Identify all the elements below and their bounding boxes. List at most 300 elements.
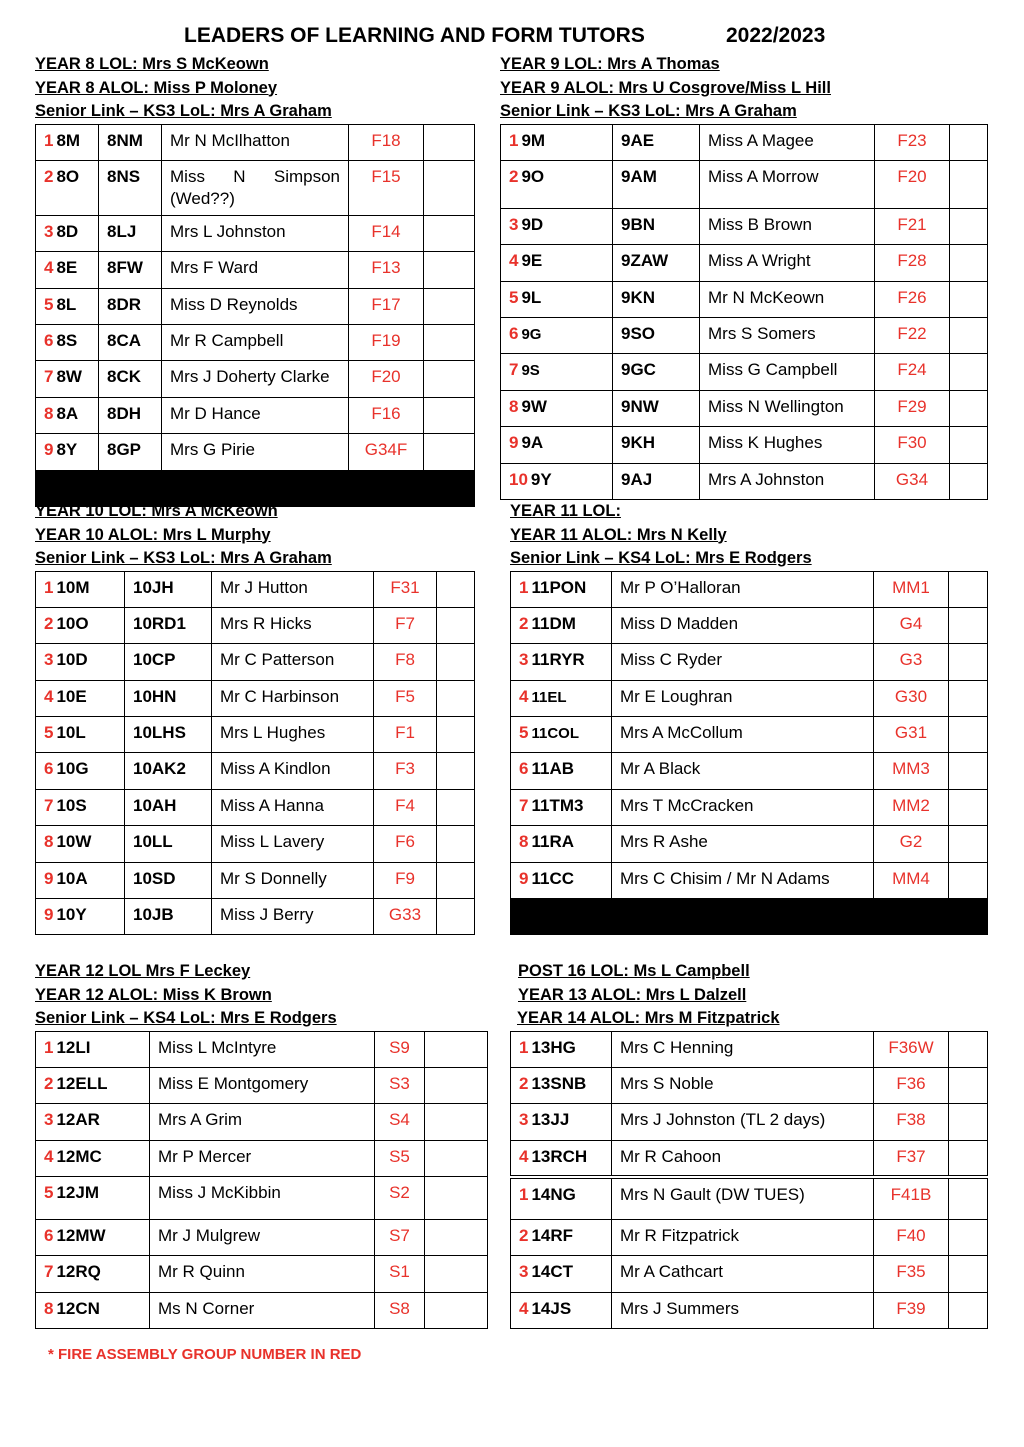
tutor-name: Mr D Hance: [162, 397, 349, 433]
blank-cell: [437, 753, 475, 789]
form-group: 13JJ: [531, 1110, 570, 1130]
form-group: 9Y: [530, 469, 552, 489]
fire-group-number: 3: [509, 214, 519, 234]
blank-cell: [949, 789, 988, 825]
table-row: [511, 680, 988, 716]
blank-cell: [949, 1292, 988, 1328]
table-row: [511, 1067, 988, 1103]
room-number: F20: [875, 160, 950, 208]
form-group: 14NG: [531, 1184, 576, 1204]
tutor-name: Mrs C Henning: [612, 1031, 874, 1067]
class-code: 9GC: [613, 354, 700, 390]
tutor-name: Miss N Simpson (Wed??): [162, 160, 349, 215]
form-group: 10L: [56, 723, 86, 743]
room-number: F23: [875, 124, 950, 160]
form-group-cell: [36, 1256, 150, 1292]
table-row: [511, 789, 988, 825]
fire-group-number: 6: [509, 324, 519, 344]
table-row: [511, 1177, 988, 1220]
form-group-cell: [511, 717, 612, 753]
fire-group-number: 2: [44, 166, 54, 186]
blank-cell: [425, 1220, 488, 1256]
tutor-name: Mr R Campbell: [162, 325, 349, 361]
year8-section: [35, 53, 475, 507]
blank-cell: [949, 862, 988, 898]
form-group-cell: [501, 390, 613, 426]
table-row: [36, 789, 475, 825]
table-row: [501, 245, 988, 281]
room-number: F19: [349, 325, 424, 361]
form-group-cell: [511, 789, 612, 825]
table-row: [501, 160, 988, 208]
tutor-name: Mr R Quinn: [150, 1256, 375, 1292]
form-group: 14CT: [531, 1262, 574, 1282]
fire-group-number: 7: [44, 1262, 54, 1282]
blank-cell: [949, 753, 988, 789]
form-group: 14JS: [531, 1298, 572, 1318]
blank-cell: [950, 281, 988, 317]
table-row: [36, 397, 475, 433]
blank-cell: [949, 1031, 988, 1067]
form-group-cell: [36, 1031, 150, 1067]
fire-group-number: 3: [44, 650, 54, 670]
year8-alol: YEAR 8 ALOL: Miss P Moloney: [35, 78, 278, 97]
fire-group-number: 9: [44, 440, 54, 460]
room-number: S8: [375, 1292, 425, 1328]
table-row: [36, 160, 475, 215]
tutor-name: Miss A Morrow: [700, 160, 875, 208]
table-row: [36, 288, 475, 324]
form-group: 11AB: [531, 759, 574, 779]
room-number: F5: [374, 680, 437, 716]
table-row: [36, 717, 475, 753]
table-row: [36, 862, 475, 898]
form-group: 10M: [56, 577, 90, 597]
tutor-name: Miss B Brown: [700, 208, 875, 244]
room-number: G4: [874, 607, 949, 643]
form-group: 10O: [56, 613, 89, 633]
table-row: [36, 1177, 488, 1220]
class-code: 9KN: [613, 281, 700, 317]
year8-table: [35, 124, 475, 508]
room-number: G30: [874, 680, 949, 716]
fire-group-number: 7: [44, 367, 54, 387]
tutor-name: Mrs N Gault (DW TUES): [612, 1177, 874, 1220]
blank-cell: [949, 644, 988, 680]
year11-lol: YEAR 11 LOL:: [510, 502, 621, 520]
fire-group-number: 3: [519, 1110, 529, 1130]
fire-group-number: 3: [519, 1262, 529, 1282]
tutor-name: Mr N McKeown: [700, 281, 875, 317]
post16-lol: POST 16 LOL: Ms L Campbell: [518, 962, 750, 980]
room-number: G33: [374, 899, 437, 935]
blank-cell: [612, 899, 874, 935]
form-group: 12AR: [56, 1110, 100, 1130]
tutor-name: Mr J Hutton: [212, 571, 374, 607]
room-number: MM3: [874, 753, 949, 789]
blank-cell: [950, 208, 988, 244]
class-code: 9KH: [613, 427, 700, 463]
form-group: 8E: [56, 258, 78, 278]
form-group: 8W: [56, 367, 82, 387]
form-group-cell: [511, 862, 612, 898]
table-row: [36, 434, 475, 470]
year14-alol: YEAR 14 ALOL: Mrs M Fitzpatrick: [517, 1009, 780, 1027]
fire-group-number: 9: [44, 905, 54, 925]
table-row: [36, 1256, 488, 1292]
tutor-name: Mr A Cathcart: [612, 1256, 874, 1292]
table-row: [511, 1220, 988, 1256]
room-number: F37: [874, 1140, 949, 1176]
class-code: 10JB: [125, 899, 212, 935]
table-row: [36, 680, 475, 716]
blank-cell: [425, 1177, 488, 1220]
form-group-cell: [36, 434, 99, 470]
form-group-cell: [36, 1140, 150, 1176]
form-group-cell: [36, 1292, 150, 1328]
form-group: 9M: [521, 130, 546, 150]
room-number: F4: [374, 789, 437, 825]
form-group-cell: [36, 397, 99, 433]
blank-cell: [424, 252, 475, 288]
room-number: F14: [349, 215, 424, 251]
post16-table: [510, 1031, 988, 1330]
blank-cell: [437, 644, 475, 680]
year10-senior-link: Senior Link – KS3 LoL: Mrs A Graham: [35, 549, 332, 567]
blank-cell: [949, 717, 988, 753]
tutor-name: Mrs J Summers: [612, 1292, 874, 1328]
page-header: [0, 24, 1024, 52]
class-code: 10LL: [125, 826, 212, 862]
tutor-name: Miss A Kindlon: [212, 753, 374, 789]
room-number: F18: [349, 124, 424, 160]
fire-group-number: 4: [44, 1146, 54, 1166]
room-number: MM4: [874, 862, 949, 898]
room-number: G2: [874, 826, 949, 862]
blank-cell: [437, 789, 475, 825]
form-group: 9A: [521, 433, 544, 453]
fire-group-number: 2: [519, 613, 529, 633]
table-row: [36, 753, 475, 789]
form-group: 12MC: [56, 1146, 102, 1166]
form-group-cell: [511, 1031, 612, 1067]
form-group: 12CN: [56, 1298, 100, 1318]
tutor-name: Mr A Black: [612, 753, 874, 789]
blank-cell: [950, 160, 988, 208]
table-row: [501, 354, 988, 390]
form-group: 11EL: [531, 688, 567, 706]
room-number: F24: [875, 354, 950, 390]
room-number: F31: [374, 571, 437, 607]
tutor-name: Miss C Ryder: [612, 644, 874, 680]
class-code: 9NW: [613, 390, 700, 426]
fire-group-number: 8: [44, 1298, 54, 1318]
tutor-name: Miss L McIntyre: [150, 1031, 375, 1067]
form-group: 11CC: [531, 868, 574, 888]
form-group-cell: [36, 160, 99, 215]
year8-lol: YEAR 8 LOL: Mrs S McKeown: [35, 55, 269, 73]
table-row: [511, 1031, 988, 1067]
room-number: F41B: [874, 1177, 949, 1220]
blank-cell: [424, 325, 475, 361]
fire-group-number: 7: [509, 360, 519, 380]
form-group: 12LI: [56, 1037, 91, 1057]
form-group-cell: [36, 644, 125, 680]
year11-alol: YEAR 11 ALOL: Mrs N Kelly: [510, 525, 727, 544]
class-code: 9ZAW: [613, 245, 700, 281]
blank-cell: [424, 288, 475, 324]
fire-group-number: 6: [44, 1226, 54, 1246]
fire-group-number: 3: [519, 650, 529, 670]
room-number: F9: [374, 862, 437, 898]
form-group-cell: [36, 288, 99, 324]
tutor-name: Miss E Montgomery: [150, 1067, 375, 1103]
tutor-name: Mrs T McCracken: [612, 789, 874, 825]
class-code: 10AH: [125, 789, 212, 825]
room-number: F26: [875, 281, 950, 317]
tutor-name: Mrs S Somers: [700, 318, 875, 354]
blank-cell: [949, 899, 988, 935]
form-group-cell: [36, 680, 125, 716]
form-group-cell: [36, 361, 99, 397]
tutor-name: Mr C Patterson: [212, 644, 374, 680]
room-number: F15: [349, 160, 424, 215]
tutor-name: Mrs L Johnston: [162, 215, 349, 251]
fire-group-number: 2: [509, 166, 519, 186]
blank-cell: [949, 680, 988, 716]
form-group: 9S: [521, 362, 540, 380]
tutor-name: Mr E Loughran: [612, 680, 874, 716]
year10-table: [35, 571, 475, 936]
room-number: F7: [374, 607, 437, 643]
form-group: 11RA: [531, 832, 574, 852]
form-group: 9L: [521, 287, 542, 307]
page-title: LEADERS OF LEARNING AND FORM TUTORS: [184, 24, 645, 47]
year8-senior-link: Senior Link – KS3 LoL: Mrs A Graham: [35, 102, 332, 120]
room-number: S2: [375, 1177, 425, 1220]
year11-senior-link: Senior Link – KS4 LoL: Mrs E Rodgers: [510, 549, 812, 567]
form-group: 12MW: [56, 1226, 106, 1246]
tutor-name: Mrs A Grim: [150, 1104, 375, 1140]
blank-cell: [950, 427, 988, 463]
form-group: 12JM: [56, 1183, 99, 1203]
table-row: [36, 644, 475, 680]
form-group: 10W: [56, 832, 92, 852]
fire-group-number: 5: [509, 287, 519, 307]
table-row: [36, 571, 475, 607]
fire-group-number: 9: [509, 433, 519, 453]
blank-cell: [424, 215, 475, 251]
tutor-name: Mr N McIlhatton: [162, 124, 349, 160]
tutor-name: Miss A Hanna: [212, 789, 374, 825]
table-row: [36, 325, 475, 361]
form-group: 8M: [56, 130, 81, 150]
class-code: 8DH: [99, 397, 162, 433]
year12-lol: YEAR 12 LOL Mrs F Leckey: [35, 962, 251, 980]
fire-group-number: 5: [44, 723, 54, 743]
fire-group-number: 5: [44, 1183, 54, 1203]
tutor-name: Mr P O’Halloran: [612, 571, 874, 607]
blank-cell: [424, 124, 475, 160]
blank-cell: [437, 680, 475, 716]
room-number: F30: [875, 427, 950, 463]
tutor-name: Mrs L Hughes: [212, 717, 374, 753]
fire-group-number: 1: [519, 1184, 529, 1204]
form-group-cell: [501, 318, 613, 354]
table-row: [511, 607, 988, 643]
blank-cell: [874, 899, 949, 935]
room-number: F35: [874, 1256, 949, 1292]
fire-group-number: 7: [44, 795, 54, 815]
blank-cell: [437, 899, 475, 935]
tutor-name: Mrs J Doherty Clarke: [162, 361, 349, 397]
form-group-cell: [511, 1104, 612, 1140]
fire-group-number: 6: [44, 759, 54, 779]
class-code: 8DR: [99, 288, 162, 324]
table-row: [36, 826, 475, 862]
form-group: 11RYR: [531, 650, 585, 670]
blank-cell: [424, 434, 475, 470]
form-group-cell: [36, 607, 125, 643]
year11-section: [510, 500, 988, 935]
tutor-name: Mrs S Noble: [612, 1067, 874, 1103]
tutor-name: Miss A Magee: [700, 124, 875, 160]
fire-group-number: 8: [44, 832, 54, 852]
academic-year: 2022/2023: [726, 24, 826, 47]
room-number: F22: [875, 318, 950, 354]
form-group-cell: [501, 463, 613, 499]
form-group-cell: [36, 325, 99, 361]
table-row: [511, 644, 988, 680]
tutor-name: Mrs G Pirie: [162, 434, 349, 470]
form-group-cell: [511, 826, 612, 862]
table-row: [501, 124, 988, 160]
room-number: G34F: [349, 434, 424, 470]
year9-section: [500, 53, 988, 500]
blank-cell: [949, 1104, 988, 1140]
tutor-name: Mr R Fitzpatrick: [612, 1220, 874, 1256]
fire-group-number: 4: [44, 686, 54, 706]
class-code: 9AJ: [613, 463, 700, 499]
fire-group-number: 9: [519, 868, 529, 888]
form-group-cell: [36, 252, 99, 288]
room-number: S9: [375, 1031, 425, 1067]
year10-section: [35, 500, 475, 935]
fire-group-number: 9: [44, 868, 54, 888]
room-number: S7: [375, 1220, 425, 1256]
fire-group-number: 5: [519, 723, 529, 743]
form-group: 10D: [56, 650, 88, 670]
form-group: 10Y: [56, 905, 87, 925]
tutor-name: Ms N Corner: [150, 1292, 375, 1328]
year9-lol: YEAR 9 LOL: Mrs A Thomas: [500, 55, 720, 73]
year12-senior-link: Senior Link – KS4 LoL: Mrs E Rodgers: [35, 1009, 337, 1027]
fire-group-number: 6: [44, 331, 54, 351]
room-number: F40: [874, 1220, 949, 1256]
class-code: 10RD1: [125, 607, 212, 643]
fire-group-number: 6: [519, 759, 529, 779]
tutor-name: Mrs R Ashe: [612, 826, 874, 862]
room-number: F16: [349, 397, 424, 433]
room-number: G31: [874, 717, 949, 753]
room-number: S4: [375, 1104, 425, 1140]
class-code: 8LJ: [99, 215, 162, 251]
room-number: F1: [374, 717, 437, 753]
table-row: [501, 463, 988, 499]
table-row: [36, 361, 475, 397]
form-group: 8Y: [56, 440, 78, 460]
fire-group-number: 1: [509, 130, 519, 150]
fire-group-number: 4: [519, 1146, 529, 1166]
fire-group-number: 5: [44, 294, 54, 314]
tutor-name: Mr R Cahoon: [612, 1140, 874, 1176]
form-group-cell: [36, 1067, 150, 1103]
class-code: 8FW: [99, 252, 162, 288]
form-group-cell: [511, 753, 612, 789]
tutor-name: Mrs J Johnston (TL 2 days): [612, 1104, 874, 1140]
year12-section: [35, 960, 488, 1329]
fire-group-number: 1: [44, 577, 54, 597]
table-row: [36, 252, 475, 288]
fire-group-number: 2: [44, 1073, 54, 1093]
year12-alol: YEAR 12 ALOL: Miss K Brown: [35, 985, 272, 1004]
blank-cell: [425, 1140, 488, 1176]
form-group-cell: [36, 899, 125, 935]
form-group-cell: [511, 1220, 612, 1256]
form-group: 9D: [521, 214, 544, 234]
form-group-cell: [511, 1067, 612, 1103]
year9-senior-link: Senior Link – KS3 LoL: Mrs A Graham: [500, 102, 797, 120]
table-row: [511, 571, 988, 607]
form-group-cell: [511, 1256, 612, 1292]
year9-alol: YEAR 9 ALOL: Mrs U Cosgrove/Miss L Hill: [500, 78, 831, 97]
fire-group-number: 8: [519, 832, 529, 852]
year11-table: [510, 571, 988, 936]
form-group-cell: [511, 1177, 612, 1220]
table-row: [36, 899, 475, 935]
table-row: [511, 899, 988, 935]
class-code: 9SO: [613, 318, 700, 354]
form-group-cell: [511, 644, 612, 680]
tutor-name: Mrs A McCollum: [612, 717, 874, 753]
class-code: 10SD: [125, 862, 212, 898]
form-group: 14RF: [531, 1226, 574, 1246]
room-number: S5: [375, 1140, 425, 1176]
table-row: [511, 1104, 988, 1140]
blank-cell: [437, 571, 475, 607]
blank-cell: [425, 1292, 488, 1328]
blank-cell: [949, 1067, 988, 1103]
blank-cell: [950, 463, 988, 499]
fire-group-number: 1: [44, 130, 54, 150]
tutor-name: Miss G Campbell: [700, 354, 875, 390]
fire-group-number: 2: [44, 613, 54, 633]
form-group-cell: [511, 1140, 612, 1176]
class-code: 10AK2: [125, 753, 212, 789]
table-row: [36, 1104, 488, 1140]
fire-group-number: 4: [44, 258, 54, 278]
room-number: G34: [875, 463, 950, 499]
form-group: 8L: [56, 294, 77, 314]
form-group-cell: [36, 789, 125, 825]
blank-cell: [425, 1104, 488, 1140]
fire-group-number: 1: [519, 1037, 529, 1057]
table-row: [501, 427, 988, 463]
tutor-name: Miss D Reynolds: [162, 288, 349, 324]
table-row: [511, 1256, 988, 1292]
blank-cell: [511, 899, 612, 935]
blank-cell: [950, 354, 988, 390]
